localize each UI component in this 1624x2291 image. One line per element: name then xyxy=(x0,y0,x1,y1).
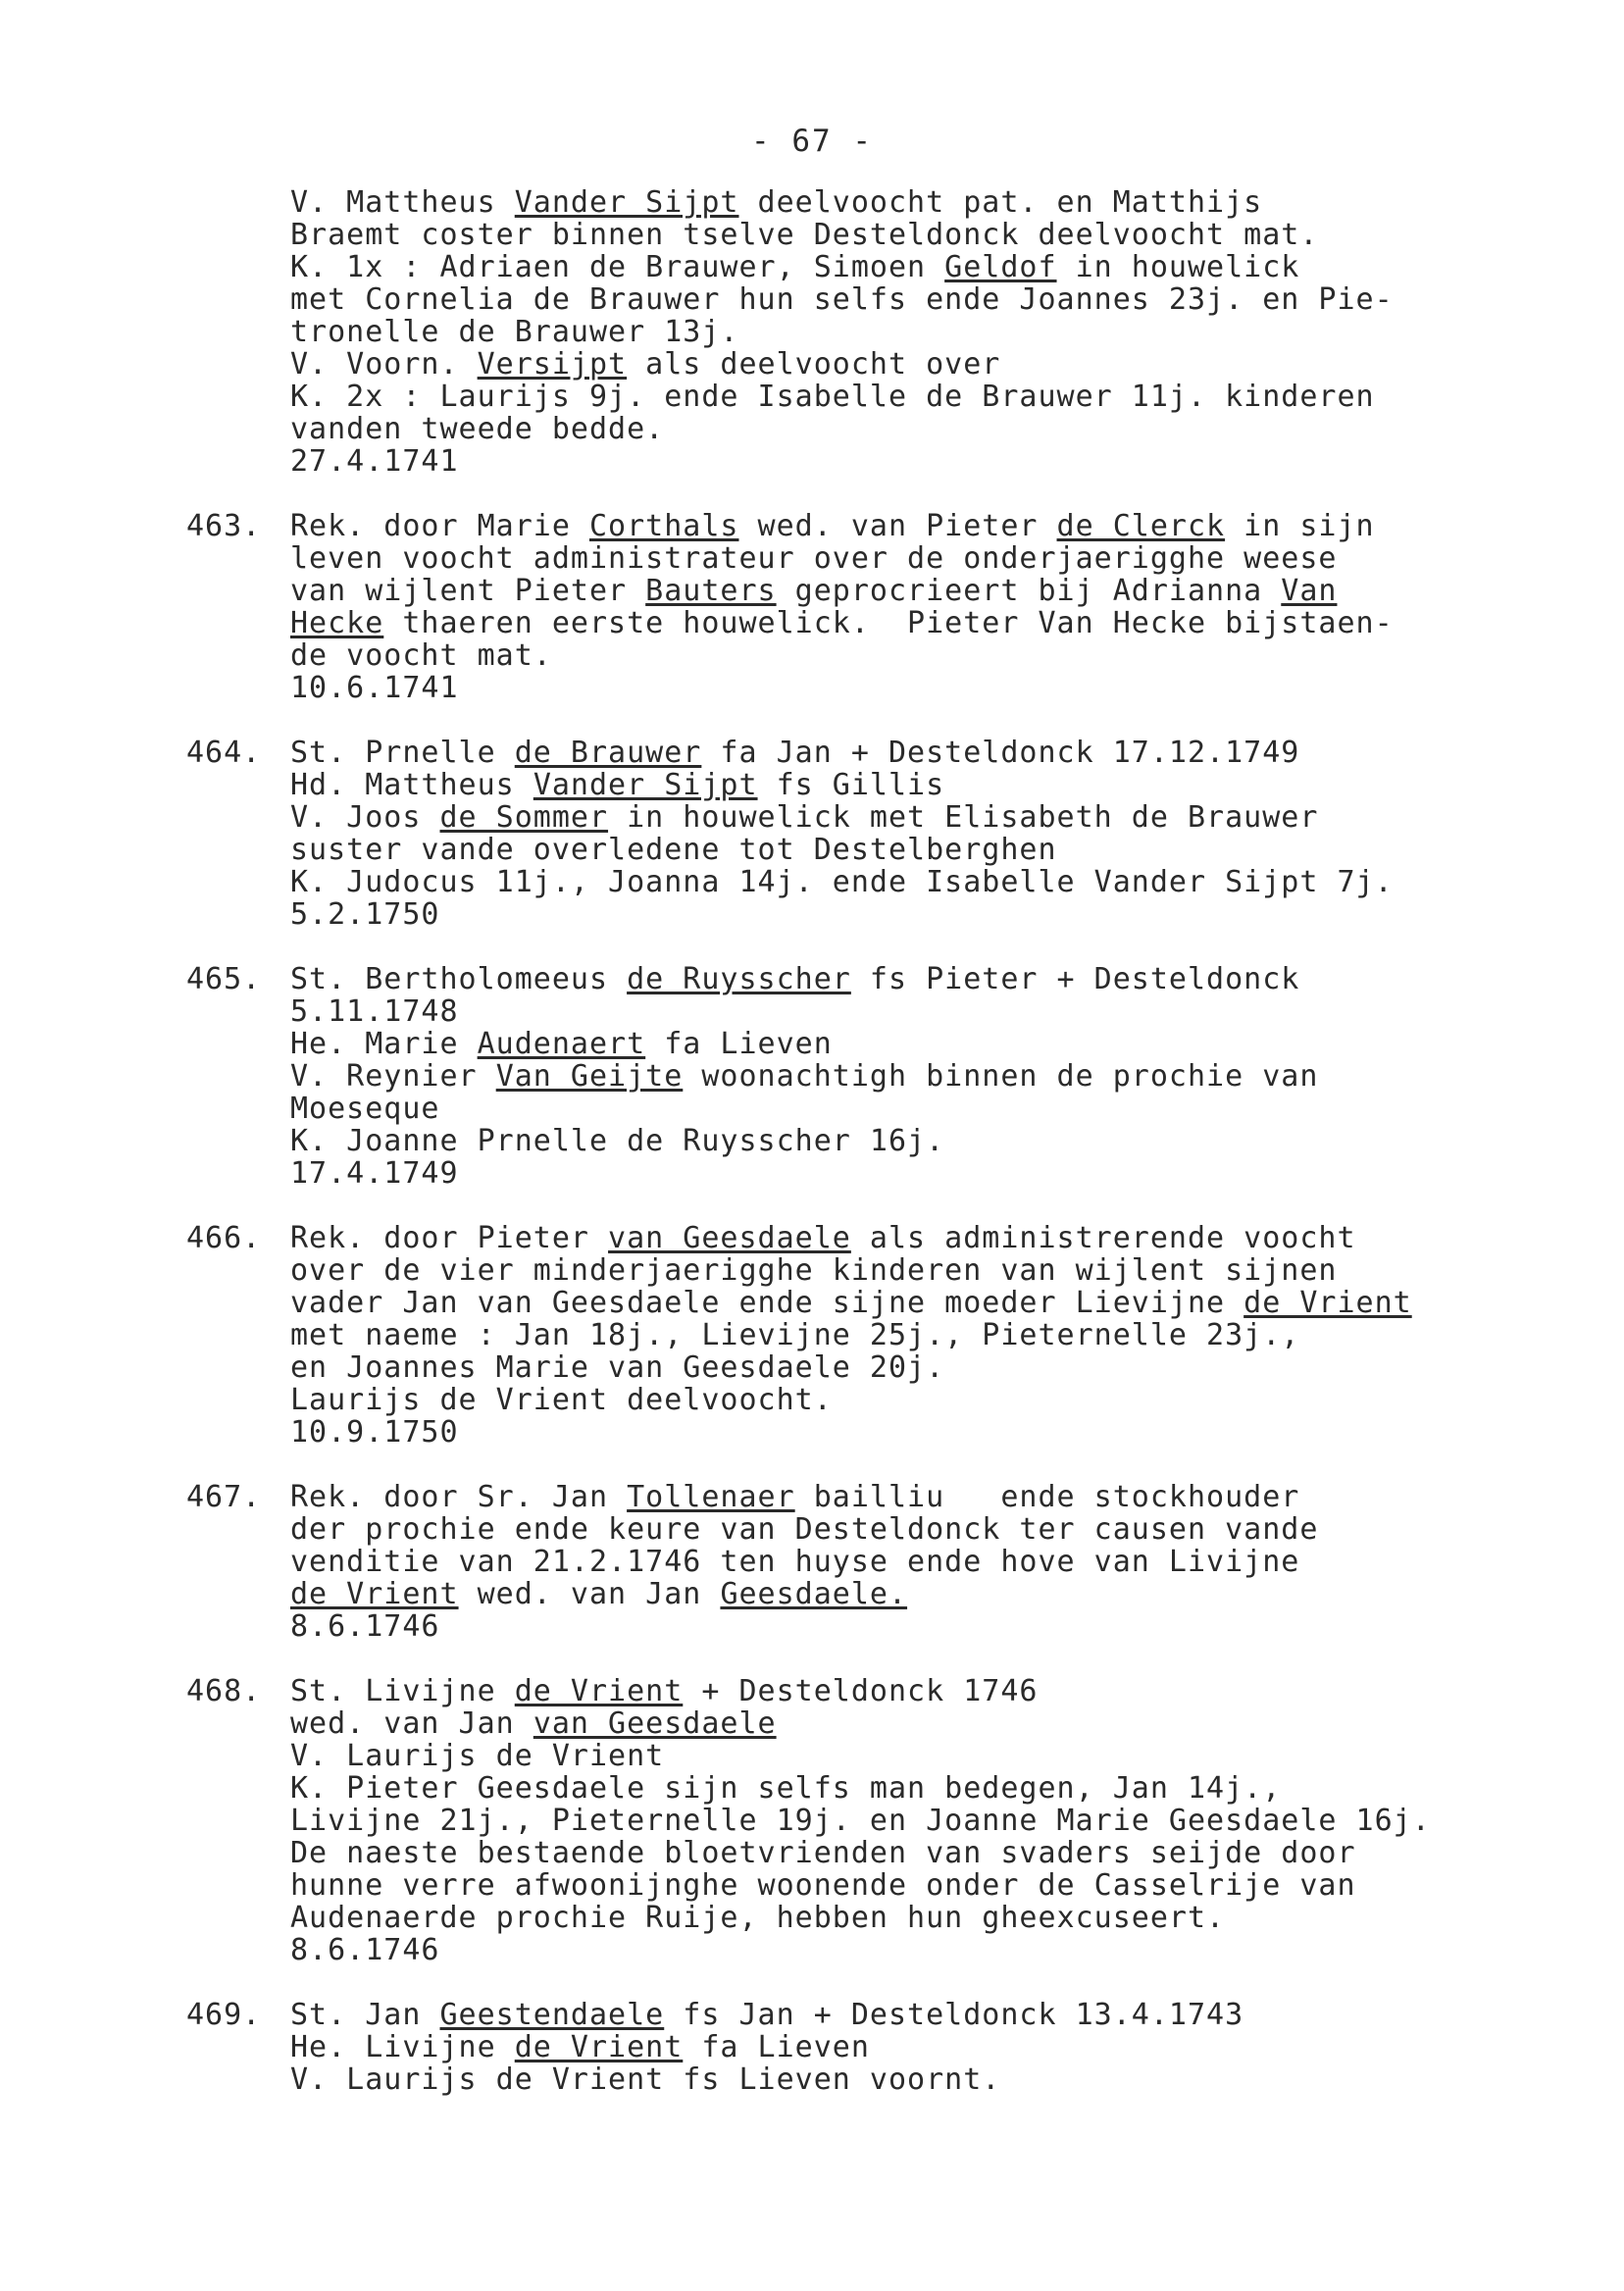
underlined-name: de Sommer xyxy=(439,800,609,835)
underlined-name: Audenaert xyxy=(477,1027,646,1061)
underlined-name: Versijpt xyxy=(477,347,628,382)
register-entry xyxy=(186,737,1500,931)
line-text: fs Pieter + Desteldonck xyxy=(850,962,1300,996)
underlined-name: de Vrient xyxy=(514,1674,684,1708)
line-text: geprocrieert bij Adrianna xyxy=(776,574,1282,608)
line-text: leven voocht administrateur over de onderjaerigghe weese xyxy=(290,541,1338,576)
entry-line xyxy=(290,1125,1500,1157)
entry-line xyxy=(290,866,1500,898)
line-text: met naeme : Jan 18j., Lievijne 25j., Pieternelle 23j., xyxy=(290,1318,1300,1352)
entry-line xyxy=(290,542,1500,575)
underlined-name: de Vrient xyxy=(1243,1286,1412,1320)
line-text: K. 2x : Laurijs 9j. ende Isabelle de Brauwer 11j. kinderen xyxy=(290,380,1375,414)
register-entry xyxy=(186,186,1500,478)
entry-number: 466. xyxy=(186,1221,262,1255)
entry-line xyxy=(290,672,1500,704)
line-text: K. 1x : Adriaen de Brauwer, Simoen xyxy=(290,250,945,284)
underlined-name: de Ruysscher xyxy=(627,962,851,996)
entry-line xyxy=(290,1546,1500,1578)
line-text: 27.4.1741 xyxy=(290,444,459,479)
line-text: suster vande overledene tot Destelberghen xyxy=(290,833,1057,867)
entry-line xyxy=(290,1837,1500,1869)
line-text: vader Jan van Geesdaele ende sijne moeder Lievijne xyxy=(290,1286,1244,1320)
entry-line xyxy=(290,1869,1500,1902)
line-text: thaeren eerste houwelick. Pieter Van Hecke bijstaen- xyxy=(383,606,1394,640)
line-text: 5.2.1750 xyxy=(290,897,440,932)
line-text: + Desteldonck 1746 xyxy=(683,1674,1039,1708)
register-entry xyxy=(186,1481,1500,1643)
entry-line xyxy=(290,1772,1500,1805)
entry-line xyxy=(290,1610,1500,1643)
entry-line xyxy=(290,1675,1500,1707)
entry-number: 468. xyxy=(186,1674,262,1708)
line-text: en Joannes Marie van Geesdaele 20j. xyxy=(290,1350,945,1385)
entry-line xyxy=(290,834,1500,866)
underlined-name: Van Geijte xyxy=(495,1059,684,1094)
entry-line xyxy=(290,995,1500,1028)
entry-line xyxy=(290,1740,1500,1772)
entry-line xyxy=(290,1287,1500,1319)
entry-line xyxy=(290,1157,1500,1190)
underlined-name: Vander Sijpt xyxy=(533,768,758,802)
line-text: He. Livijne xyxy=(290,2030,515,2064)
line-text: fs Gillis xyxy=(757,768,945,802)
entry-number: 464. xyxy=(186,736,262,770)
entry-line xyxy=(290,348,1500,381)
entry-line xyxy=(290,381,1500,413)
line-text: wed. van Jan xyxy=(290,1706,533,1741)
entry-line xyxy=(290,2031,1500,2063)
underlined-name: Vander Sijpt xyxy=(514,185,739,220)
page-number: - 67 - xyxy=(751,124,873,159)
line-text: V. Joos xyxy=(290,800,440,835)
line-text: woonachtigh binnen de prochie van xyxy=(683,1059,1319,1094)
underlined-name: Tollenaer xyxy=(627,1480,795,1514)
line-text: Braemt coster binnen tselve Desteldonck deelvoocht mat. xyxy=(290,218,1319,252)
line-text: Rek. door Pieter xyxy=(290,1221,609,1255)
entry-line xyxy=(290,1093,1500,1125)
line-text: wed. van Pieter xyxy=(738,509,1057,543)
register-entry xyxy=(186,1999,1500,2096)
line-text: He. Marie xyxy=(290,1027,478,1061)
entry-line xyxy=(290,1707,1500,1740)
line-text: V. Laurijs de Vrient xyxy=(290,1739,665,1773)
line-text: in sijn xyxy=(1225,509,1375,543)
entry-line xyxy=(290,737,1500,769)
line-text: V. Laurijs de Vrient fs Lieven voornt. xyxy=(290,2062,1001,2097)
entry-line xyxy=(290,219,1500,251)
entry-line xyxy=(290,1934,1500,1966)
entry-line xyxy=(290,1578,1500,1610)
entry-line xyxy=(290,1351,1500,1384)
line-text: 8.6.1746 xyxy=(290,1609,440,1644)
line-text: der prochie ende keure van Desteldonck ter causen vande xyxy=(290,1512,1319,1547)
underlined-name: de Vrient xyxy=(290,1577,459,1611)
underlined-name: Geldof xyxy=(944,250,1057,284)
line-text: in houwelick xyxy=(1056,250,1300,284)
line-text: Livijne 21j., Pieternelle 19j. en Joanne Marie Geesdaele 16j. xyxy=(290,1804,1431,1838)
entry-line xyxy=(290,1416,1500,1449)
line-text: St. Livijne xyxy=(290,1674,515,1708)
line-text: tronelle de Brauwer 13j. xyxy=(290,315,739,349)
line-text: wed. van Jan xyxy=(458,1577,721,1611)
underlined-name: de Vrient xyxy=(514,2030,684,2064)
entry-line xyxy=(290,1384,1500,1416)
line-text: V. Voorn. xyxy=(290,347,478,382)
line-text: 10.9.1750 xyxy=(290,1415,459,1450)
entry-number: 469. xyxy=(186,1998,262,2032)
line-text: Moeseque xyxy=(290,1092,440,1126)
register-entry xyxy=(186,963,1500,1190)
entry-line xyxy=(290,1513,1500,1546)
entry-line xyxy=(290,1222,1500,1254)
register-entry xyxy=(186,1675,1500,1966)
line-text: De naeste bestaende bloetvrienden van svaders seijde door xyxy=(290,1836,1356,1870)
line-text: als deelvoocht over xyxy=(627,347,1001,382)
line-text: van wijlent Pieter xyxy=(290,574,646,608)
entry-line xyxy=(290,413,1500,445)
entry-line xyxy=(290,186,1500,219)
line-text: over de vier minderjaerigghe kinderen van wijlent sijnen xyxy=(290,1253,1338,1288)
line-text: St. Bertholomeeus xyxy=(290,962,628,996)
line-text: Rek. door Marie xyxy=(290,509,589,543)
entry-line xyxy=(290,1254,1500,1287)
entry-number: 467. xyxy=(186,1480,262,1514)
entry-number: 465. xyxy=(186,962,262,996)
line-text: 5.11.1748 xyxy=(290,994,459,1029)
line-text: 17.4.1749 xyxy=(290,1156,459,1191)
register-entry xyxy=(186,510,1500,704)
entry-line xyxy=(290,769,1500,801)
line-text: V. Mattheus xyxy=(290,185,515,220)
entry-line xyxy=(290,898,1500,931)
line-text: V. Reynier xyxy=(290,1059,496,1094)
entry-number: 463. xyxy=(186,509,262,543)
line-text: K. Pieter Geesdaele sijn selfs man bedegen, Jan 14j., xyxy=(290,1771,1282,1806)
line-text: Laurijs de Vrient deelvoocht. xyxy=(290,1383,833,1417)
entry-line xyxy=(290,283,1500,316)
line-text: Rek. door Sr. Jan xyxy=(290,1480,628,1514)
line-text: bailliu ende stockhouder xyxy=(794,1480,1300,1514)
register-entry xyxy=(186,1222,1500,1449)
underlined-name: Hecke xyxy=(290,606,384,640)
underlined-name: van Geesdaele xyxy=(533,1706,777,1741)
line-text: fs Jan + Desteldonck 13.4.1743 xyxy=(664,1998,1244,2032)
entry-line xyxy=(290,801,1500,834)
underlined-name: Bauters xyxy=(645,574,777,608)
entry-line xyxy=(290,1481,1500,1513)
line-text: Hd. Mattheus xyxy=(290,768,533,802)
underlined-name: Geesdaele. xyxy=(720,1577,908,1611)
underlined-name: Corthals xyxy=(588,509,739,543)
line-text: hunne verre afwoonijnghe woonende onder de Casselrije van xyxy=(290,1868,1356,1903)
register-entries xyxy=(186,186,1500,2128)
entry-line xyxy=(290,1060,1500,1093)
entry-line xyxy=(290,1902,1500,1934)
line-text: venditie van 21.2.1746 ten huyse ende hove van Livijne xyxy=(290,1545,1300,1579)
line-text: met Cornelia de Brauwer hun selfs ende Joannes 23j. en Pie- xyxy=(290,282,1394,317)
line-text: vanden tweede bedde. xyxy=(290,412,665,446)
entry-line xyxy=(290,963,1500,995)
entry-line xyxy=(290,1319,1500,1351)
line-text: Audenaerde prochie Ruije, hebben hun gheexcuseert. xyxy=(290,1901,1226,1935)
entry-line xyxy=(290,607,1500,639)
line-text: 8.6.1746 xyxy=(290,1933,440,1967)
underlined-name: van Geesdaele xyxy=(608,1221,851,1255)
line-text: fa Lieven xyxy=(645,1027,833,1061)
line-text: K. Judocus 11j., Joanna 14j. ende Isabelle Vander Sijpt 7j. xyxy=(290,865,1394,899)
entry-line xyxy=(290,251,1500,283)
entry-line xyxy=(290,445,1500,478)
line-text: fa Lieven xyxy=(683,2030,870,2064)
underlined-name: Geestendaele xyxy=(439,1998,665,2032)
line-text: deelvoocht pat. en Matthijs xyxy=(738,185,1263,220)
underlined-name: de Brauwer xyxy=(514,736,702,770)
entry-line xyxy=(290,1028,1500,1060)
line-text: fa Jan + Desteldonck 17.12.1749 xyxy=(701,736,1300,770)
entry-line xyxy=(290,1805,1500,1837)
entry-line xyxy=(290,510,1500,542)
line-text: 10.6.1741 xyxy=(290,671,459,705)
line-text: de voocht mat. xyxy=(290,638,552,673)
line-text: St. Jan xyxy=(290,1998,440,2032)
line-text: in houwelick met Elisabeth de Brauwer xyxy=(608,800,1319,835)
line-text: St. Prnelle xyxy=(290,736,515,770)
entry-line xyxy=(290,316,1500,348)
entry-line xyxy=(290,2063,1500,2096)
entry-line xyxy=(290,639,1500,672)
underlined-name: de Clerck xyxy=(1056,509,1226,543)
line-text: K. Joanne Prnelle de Ruysscher 16j. xyxy=(290,1124,945,1158)
line-text: als administrerende voocht xyxy=(850,1221,1356,1255)
underlined-name: Van xyxy=(1281,574,1338,608)
entry-line xyxy=(290,575,1500,607)
entry-line xyxy=(290,1999,1500,2031)
